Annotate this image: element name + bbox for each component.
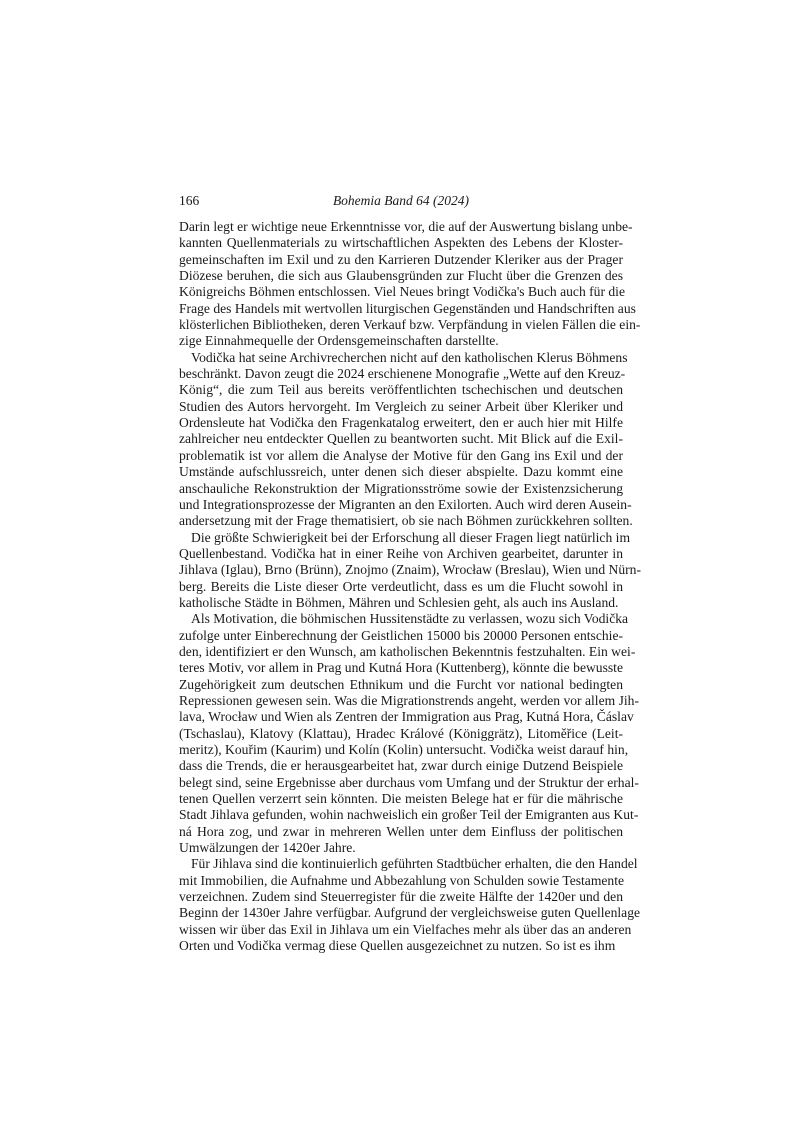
text-line: klösterlichen Bibliotheken, deren Verkauf bzw. Verpfändung in vielen Fällen die ein- [179, 317, 641, 333]
text-line: Darin legt er wichtige neue Erkenntnisse vor, die auf der Auswertung bislang unbe- [179, 219, 633, 234]
text-line: kannten Quellenmaterials zu wirtschaftlichen Aspekten des Lebens der Kloster- [179, 235, 623, 251]
text-line: zahlreicher neu entdeckter Quellen zu beantworten sucht. Mit Blick auf die Exil- [179, 431, 623, 447]
text-line: teres Motiv, vor allem in Prag und Kutná Hora (Kuttenberg), könnte die bewusste [179, 660, 623, 676]
text-line: Die größte Schwierigkeit bei der Erforschung all dieser Fragen liegt natürlich im [191, 529, 631, 545]
text-line: Studien des Autors hervorgeht. Im Vergleich zu seiner Arbeit über Kleriker und [179, 398, 623, 414]
paragraph [179, 856, 641, 954]
text-line: lava, Wrocław und Wien als Zentren der Immigration aus Prag, Kutná Hora, Čáslav [179, 709, 634, 725]
text-line: problematik ist vor allem die Analyse der Motive für den Gang ins Exil und der [179, 447, 623, 463]
text-line: katholische Städte in Böhmen, Mähren und Schlesien geht, als auch ins Ausland. [179, 594, 619, 610]
text-line: gemeinschaften im Exil und zu den Karrieren Dutzender Kleriker aus der Prager [179, 251, 623, 267]
text-line: Vodička hat seine Archivrecherchen nicht auf den katholischen Klerus Böhmens [191, 349, 628, 365]
text-line: Als Motivation, die böhmischen Hussitenstädte zu verlassen, wozu sich Vodička [191, 611, 629, 627]
text-line: anschauliche Rekonstruktion der Migrationsströme sowie der Existenzsicherung [179, 480, 623, 496]
text-line: verzeichnen. Zudem sind Steuerregister für die zweite Hälfte der 1420er und den [179, 889, 623, 905]
text-line: Ordensleute hat Vodička den Fragenkatalog erweitert, den er auch hier mit Hilfe [179, 415, 623, 431]
text-line: Diözese beruhen, die sich aus Glaubensgründen zur Flucht über die Grenzen des [179, 268, 623, 284]
text-line: wissen wir über das Exil in Jihlava um ein Vielfaches mehr als über das an anderen [179, 921, 632, 937]
paragraph [179, 611, 639, 856]
running-title: Bohemia Band 64 (2024) [332, 193, 470, 208]
page-number: 166 [179, 193, 200, 208]
text-line: Repressionen gewesen sein. Was die Migrationstrends angeht, werden vor allem Jih- [179, 692, 639, 708]
paragraph [179, 529, 641, 612]
paragraph [179, 219, 641, 350]
text-line: den, identifiziert er den Wunsch, am katholischen Bekenntnis festzuhalten. Ein wei- [179, 643, 636, 659]
text-line: Frage des Handels mit wertvollen liturgischen Gegenständen und Handschriften aus [179, 300, 636, 316]
text-line: Umstände aufschlussreich, unter denen sich dieser abspielte. Dazu kommt eine [179, 464, 623, 480]
text-line: Quellenbestand. Vodička hat in einer Reihe von Archiven gearbeitet, darunter in [179, 545, 623, 561]
page-header [179, 193, 623, 213]
paragraph [179, 349, 633, 530]
text-line: belegt sind, seine Ergebnisse aber durchaus vom Umfang und der Struktur der erhal- [179, 774, 639, 790]
text-line: Königreichs Böhmen entschlossen. Viel Neues bringt Vodička's Buch auch für die [179, 284, 625, 300]
text-line: tenen Quellen verzerrt sein könnten. Die meisten Belege hat er für die mährische [179, 791, 623, 807]
text-line: Jihlava (Iglau), Brno (Brünn), Znojmo (Znaim), Wrocław (Breslau), Wien und Nürn- [179, 562, 641, 578]
text-line: Beginn der 1430er Jahre verfügbar. Aufgrund der vergleichsweise guten Quellenlage [179, 905, 641, 921]
text-line: Stadt Jihlava gefunden, wohin nachweislich ein großer Teil der Emigranten aus Kut- [179, 807, 639, 823]
text-line: König“, die zum Teil aus bereits veröffentlichten tschechischen und deutschen [179, 382, 623, 398]
text-line: meritz), Kouřim (Kaurim) und Kolín (Kolin) untersucht. Vodička weist darauf hin, [179, 742, 629, 757]
text-line: mit Immobilien, die Aufnahme und Abbezahlung von Schulden sowie Testamente [179, 872, 625, 888]
text-line: berg. Bereits die Liste dieser Orte verdeutlicht, dass es um die Flucht sowohl in [179, 578, 623, 594]
text-line: Für Jihlava sind die kontinuierlich geführten Stadtbücher erhalten, die den Handel [191, 856, 638, 872]
text-line: dass die Trends, die er herausgearbeitet hat, zwar durch einige Dutzend Beispiele [179, 758, 623, 774]
text-line: zige Einnahmequelle der Ordensgemeinschaften darstellte. [179, 333, 499, 349]
text-line: andersetzung mit der Frage thematisiert, ob sie nach Böhmen zurückkehren sollten. [179, 513, 633, 529]
text-line: ná Hora zog, und zwar in mehreren Wellen unter dem Einfluss der politischen [179, 823, 623, 839]
text-line: (Tschaslau), Klatovy (Klattau), Hradec Králové (Königgrätz), Litoměřice (Leit- [179, 725, 623, 741]
text-line: Zugehörigkeit zum deutschen Ethnikum und die Furcht vor national bedingten [179, 676, 623, 692]
text-line: und Integrationsprozesse der Migranten an den Exilorten. Auch wird deren Ausein- [179, 496, 632, 512]
text-line: Orten und Vodička vermag diese Quellen ausgezeichnet zu nutzen. So ist es ihm [179, 938, 616, 954]
text-line: zufolge unter Einberechnung der Geistlichen 15000 bis 20000 Personen entschie- [179, 627, 623, 643]
body-text [179, 219, 641, 954]
text-line: Umwälzungen der 1420er Jahre. [179, 840, 356, 856]
text-line: beschränkt. Davon zeugt die 2024 erschienene Monografie „Wette auf den Kreuz- [179, 366, 626, 382]
